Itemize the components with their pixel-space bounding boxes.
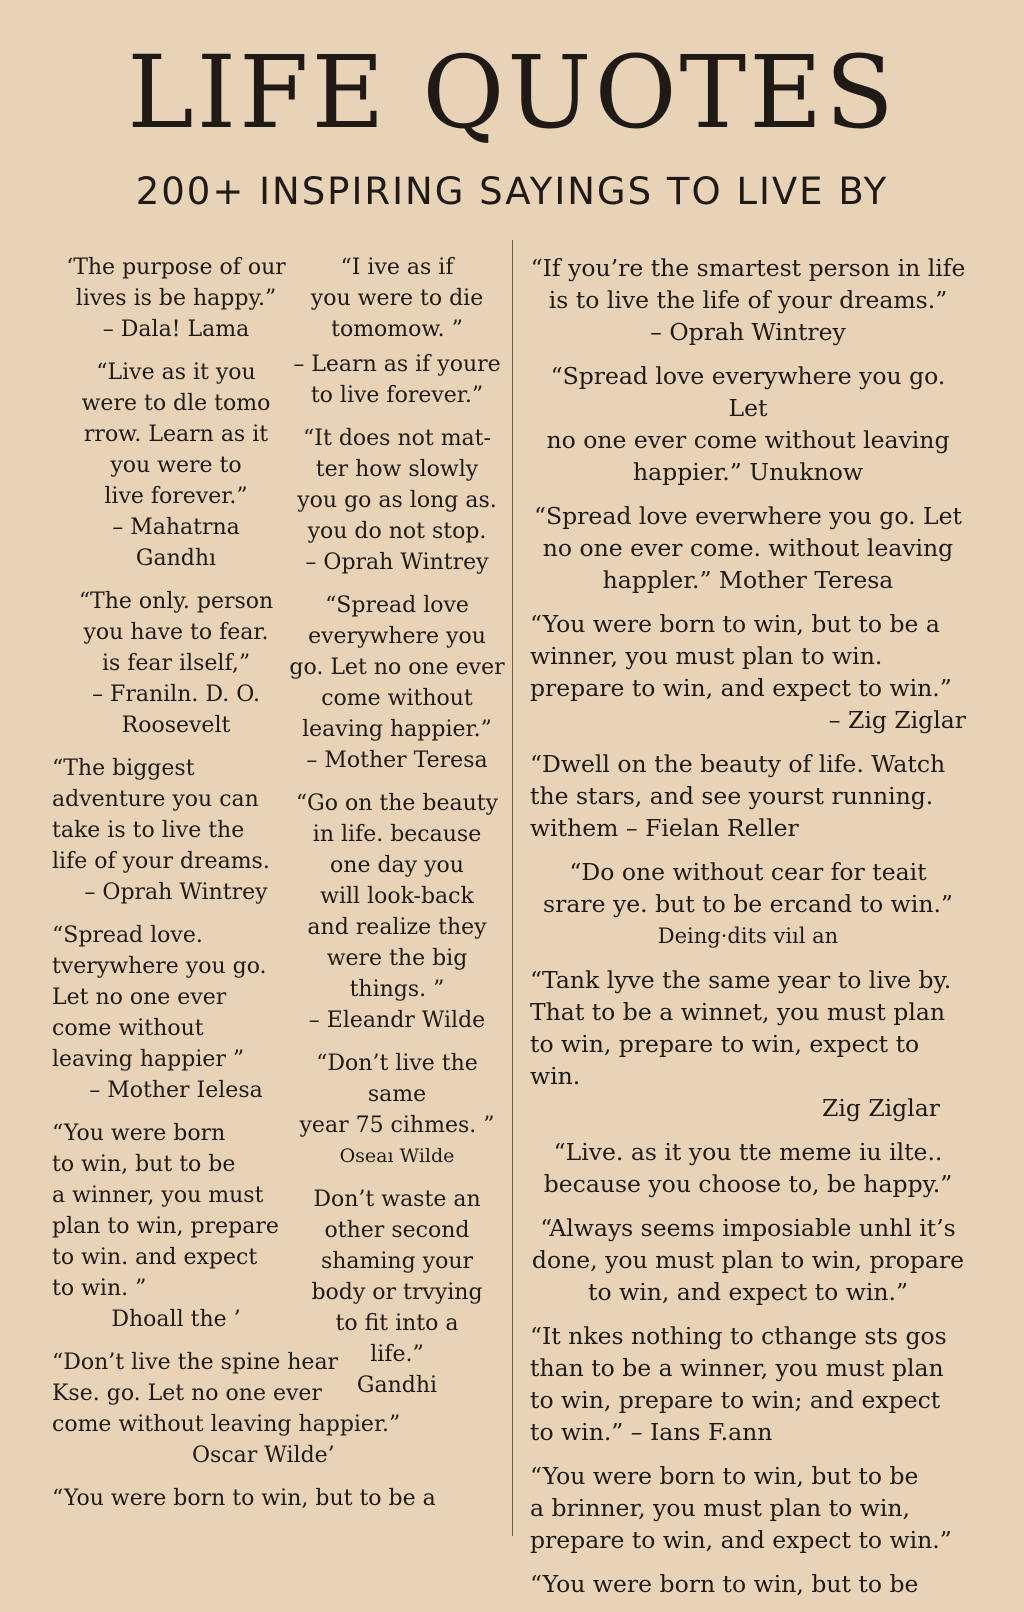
quote-card (530, 500, 966, 596)
quote-card (284, 590, 510, 776)
quote-card (530, 1320, 966, 1448)
quote-card (530, 1568, 966, 1600)
quote-author: – Oprah Wintrey (84, 880, 268, 905)
quote-card (530, 1136, 966, 1200)
quote-author: Deing·dits viıl an (657, 924, 839, 948)
quote-author: – Oprah Wintrey (650, 318, 846, 346)
quote-author: – Mother Ielesa (89, 1078, 263, 1103)
quote-text: “Spread love everywhere you go. Let no one ever come without leaving happier.” Unuknow (546, 362, 950, 486)
quote-text: “The only. person you have to fear. is fear ilself,” (78, 589, 274, 676)
quote-text: “You were born to win, but to be a brinner, you must plan to win, prepare to win, and expect to win.” (530, 1462, 952, 1554)
quote-author: Oscar Wilde’ (192, 1443, 335, 1468)
quote-card (284, 252, 510, 345)
quote-text: “You were born to win, but to be a (52, 1486, 436, 1511)
quote-card (530, 608, 966, 736)
quote-text: “It nkes nothing to cthange sts gos than to be a winner, you must plan to win, prepare to win; and expect to win.” – Ians F.ann (530, 1322, 947, 1446)
quote-card (284, 1184, 510, 1401)
quote-text: “Live as it you were to dle tomo rrow. Learn as it you were to live forever.” (81, 360, 271, 509)
quote-author: – Mahatrna Gandhı (112, 515, 240, 571)
quote-text: “Dwell on the beauty of life. Watch the stars, and see yourst running. withem – Fielan Reller (530, 750, 946, 842)
quote-card (52, 586, 300, 741)
quote-text: “Don’t live the same year 75 cihmes. ” (299, 1051, 495, 1138)
quote-card (52, 252, 300, 345)
quote-text: “You were born to win, but to be (530, 1570, 919, 1598)
quote-text: “Go on the beauty in life. because one day you will look-back and realize they were the big things. ” (295, 791, 499, 1002)
quote-author: – Franiln. D. O. Roosevelt (92, 682, 260, 738)
quote-text: “Live. as it you tte meme iu ilte.. because you choose to, be happy.” (543, 1138, 953, 1198)
quote-text: “You were born to win, but to be a winner, you must plan to win. prepare to win, and expect to win.” (530, 610, 952, 702)
quote-card (284, 423, 510, 578)
quote-text: ‘The purpose of our lives is be happy.” (66, 255, 286, 311)
quote-text: “I ive as if you were to die tomomow. ” (310, 255, 484, 342)
quote-text: “Spread love everwhere you go. Let no one ever come. without leaving happler.” Mother Teresa (534, 502, 962, 594)
quote-text: “Spread love. tverywhere you go. Let no one ever come without leaving happier ” (52, 923, 267, 1072)
quote-author: – Eleandr Wilde (308, 1008, 486, 1033)
column-divider (512, 240, 513, 1536)
quote-card (52, 753, 300, 908)
quote-column-middle (284, 252, 510, 1413)
quote-text: “The biggest adventure you can take is to live the life of your dreams. (52, 756, 270, 874)
quote-card (284, 788, 510, 1036)
quote-author: Gandhi (356, 1373, 438, 1398)
quote-author: – Zig Ziglar (828, 706, 966, 734)
page-subtitle: 200+ INSPIRING SAYINGS TO LIVE BY (135, 170, 889, 213)
quote-author: Dhoall the ’ (111, 1307, 241, 1332)
quote-author: – Mother Teresa (306, 748, 488, 773)
quote-card (284, 349, 510, 411)
quote-author: – Dala! Lama (102, 317, 250, 342)
quote-card (530, 856, 966, 952)
quote-card (530, 748, 966, 844)
quote-text: Don’t waste an other second shaming your body or trvying to fit into a life.” (311, 1187, 483, 1367)
quote-card (530, 964, 966, 1124)
quote-author: Zig Ziglar (821, 1094, 940, 1122)
quote-card (530, 252, 966, 348)
quote-text: “Don’t live the spine hear Kse. go. Let no one ever come without leaving happier.” (52, 1350, 401, 1437)
quote-card (530, 360, 966, 488)
quote-text: “It does not mat- ter how slowly you go as long as. you do not stop. (297, 426, 497, 544)
quote-author: Oseaı Wilde (339, 1145, 455, 1167)
quote-text: “You were born to win, but to be a winner, you must plan to win, prepare to win. and expect to win. ” (52, 1121, 279, 1301)
quote-card (52, 1483, 492, 1514)
quote-text: “Tank lyve the same year to live by. That to be a winnet, you must plan to win, prepare to win, expect to win. (530, 966, 952, 1090)
quote-column-right (530, 252, 966, 1612)
quote-card (52, 920, 300, 1106)
quote-card (284, 1048, 510, 1172)
quote-card (530, 1460, 966, 1556)
quote-author: – Oprah Wintrey (305, 550, 489, 575)
quote-text: “If you’re the smartest person in life is to live the life of your dreams.” (530, 254, 966, 314)
quote-text: – Learn as if youre to live forever.” (293, 352, 501, 408)
quote-text: “Do one without cear for teait srare ye. but to be ercand to win.” (543, 858, 953, 918)
quote-card (530, 1212, 966, 1308)
page-title: LIFE QUOTES (127, 34, 897, 151)
quote-card (52, 1118, 300, 1335)
quote-card (52, 357, 300, 574)
quote-text: “Spread love everywhere you go. Let no one ever come without leaving happier.” (289, 593, 505, 742)
quote-text: “Always seems imposiable unhl it’s done, you must plan to win, propare to win, and expect to win.” (531, 1214, 965, 1306)
